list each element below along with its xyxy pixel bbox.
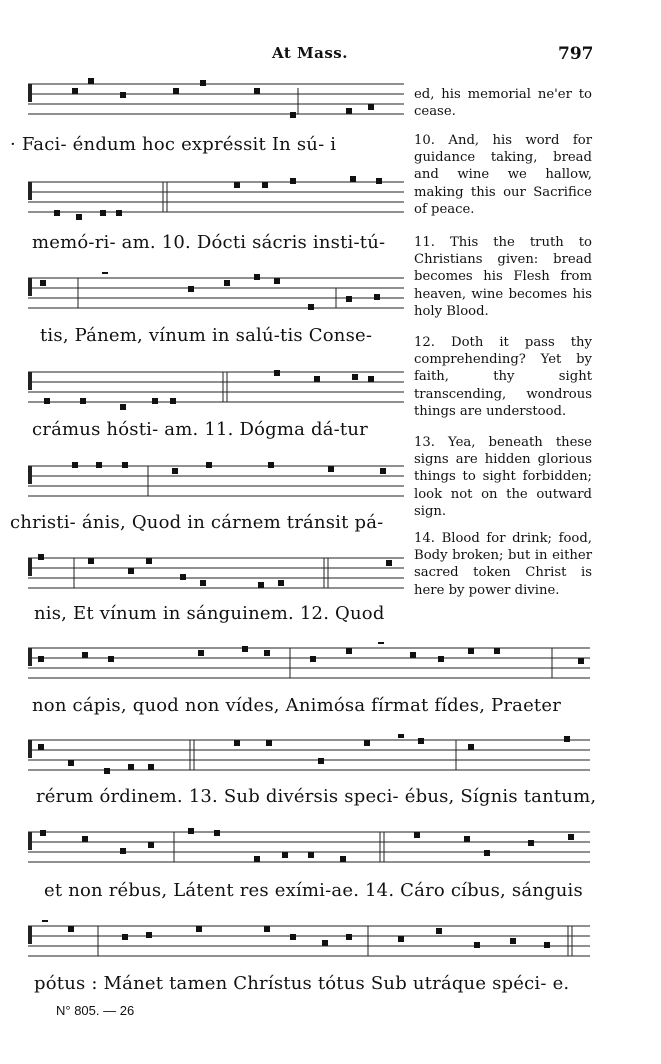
translation-para-13: 13. Yea, beneath these signs are hidden glorious things to sight forbidden; look not on the outward sign. <box>414 435 592 519</box>
lyric-line-8: rérum órdinem. 13. Sub divérsis speci- ébus, Sígnis tantum, <box>36 786 597 807</box>
lyric-line-4: crámus hósti- am. 11. Dógma dá-tur <box>32 419 368 440</box>
music-staff-10 <box>28 920 590 964</box>
lyric-line-7: non cápis, quod non vídes, Animósa fírmat fídes, Praeter <box>32 695 562 716</box>
translation-para-14: 14. Blood for drink; food, Body broken; but in either sacred token Christ is here by power divine. <box>414 531 592 598</box>
music-staff-6 <box>28 552 404 596</box>
page-number: 797 <box>558 44 594 64</box>
lyric-line-9: et non rébus, Látent res exími-ae. 14. Cáro cíbus, sánguis <box>44 880 583 901</box>
lyric-line-10: pótus : Mánet tamen Chrístus tótus Sub utráque spéci- e. <box>34 973 570 994</box>
music-staff-8 <box>28 734 590 778</box>
translation-para-10: 10. And, his word for guidance taking, bread and wine we hallow, making this our Sacrifice of peace. <box>414 133 592 217</box>
music-staff-9 <box>28 826 590 870</box>
lyric-line-2: memó-ri- am. 10. Dócti sácris insti-tú- <box>32 232 386 253</box>
music-staff-2 <box>28 176 404 220</box>
music-staff-5 <box>28 460 404 504</box>
music-staff-7 <box>28 642 590 686</box>
lyric-line-3: tis, Pánem, vínum in salú-tis Conse- <box>40 325 373 346</box>
printer-signature: N° 805. — 26 <box>56 1003 135 1018</box>
translation-para-12: 12. Doth it pass thy comprehending? Yet by faith, thy sight transcending, wondrous things are understood. <box>414 335 592 419</box>
translation-para-9-end: ed, his memorial ne'er to cease. <box>414 87 592 120</box>
lyric-line-5: christi- ánis, Quod in cárnem tránsit pá- <box>10 512 384 533</box>
music-staff-3 <box>28 272 404 316</box>
music-staff-4 <box>28 366 404 410</box>
running-head: At Mass. <box>272 44 348 62</box>
lyric-line-6: nis, Et vínum in sánguinem. 12. Quod <box>34 603 385 624</box>
lyric-line-1: · Faci- éndum hoc expréssit In sú- i <box>10 134 337 155</box>
translation-para-11: 11. This the truth to Christians given: bread becomes his Flesh from heaven, wine becomes his holy Blood. <box>414 235 592 319</box>
music-staff-1 <box>28 78 404 122</box>
